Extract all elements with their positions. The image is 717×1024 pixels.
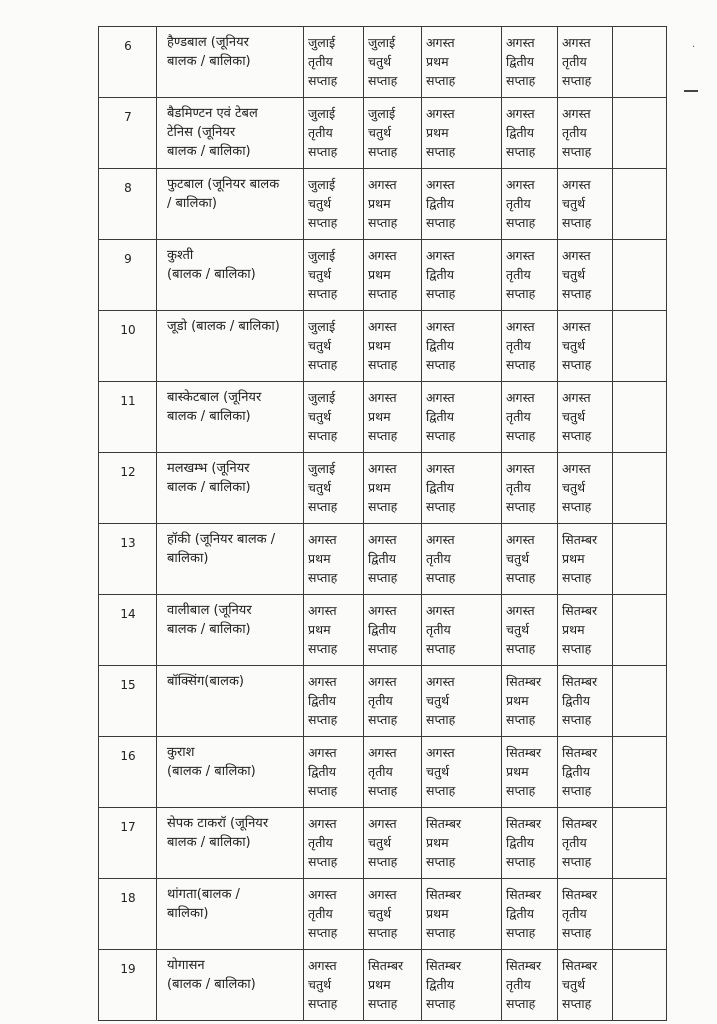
row-number: 9 (99, 240, 157, 311)
week-cell: जुलाई तृतीय सप्ताह (304, 98, 364, 169)
table-row (99, 808, 667, 879)
empty-cell (613, 595, 667, 666)
week-cell: अगस्त चतुर्थ सप्ताह (558, 311, 613, 382)
table-row (99, 595, 667, 666)
week-cell: सितम्बर द्वितीय सप्ताह (558, 666, 613, 737)
table-row (99, 879, 667, 950)
sport-name: बास्केटबाल (जूनियर बालक / बालिका) (157, 382, 304, 453)
week-cell: सितम्बर प्रथम सप्ताह (364, 950, 422, 1021)
week-cell: अगस्त तृतीय सप्ताह (304, 808, 364, 879)
margin-dot-mark: · (692, 42, 696, 53)
schedule-table (98, 26, 667, 1021)
table-row (99, 453, 667, 524)
sport-name: हॉकी (जूनियर बालक / बालिका) (157, 524, 304, 595)
sport-name: कुश्ती (बालक / बालिका) (157, 240, 304, 311)
week-cell: अगस्त चतुर्थ सप्ताह (304, 950, 364, 1021)
empty-cell (613, 98, 667, 169)
row-number: 7 (99, 98, 157, 169)
week-cell: अगस्त चतुर्थ सप्ताह (502, 524, 558, 595)
sport-name: योगासन (बालक / बालिका) (157, 950, 304, 1021)
week-cell: अगस्त तृतीय सप्ताह (502, 169, 558, 240)
table-row (99, 98, 667, 169)
week-cell: सितम्बर तृतीय सप्ताह (558, 879, 613, 950)
empty-cell (613, 240, 667, 311)
margin-dash-mark (684, 90, 698, 92)
sport-name: बैडमिण्टन एवं टेबल टेनिस (जूनियर बालक / बालिका) (157, 98, 304, 169)
week-cell: अगस्त द्वितीय सप्ताह (364, 524, 422, 595)
empty-cell (613, 453, 667, 524)
sport-name: हैण्डबाल (जूनियर बालक / बालिका) (157, 27, 304, 98)
week-cell: अगस्त तृतीय सप्ताह (364, 737, 422, 808)
week-cell: सितम्बर प्रथम सप्ताह (558, 524, 613, 595)
week-cell: अगस्त द्वितीय सप्ताह (304, 666, 364, 737)
week-cell: सितम्बर प्रथम सप्ताह (558, 595, 613, 666)
week-cell: अगस्त द्वितीय सप्ताह (364, 595, 422, 666)
week-cell: अगस्त प्रथम सप्ताह (364, 240, 422, 311)
row-number: 19 (99, 950, 157, 1021)
week-cell: अगस्त चतुर्थ सप्ताह (558, 382, 613, 453)
week-cell: सितम्बर तृतीय सप्ताह (558, 808, 613, 879)
week-cell: अगस्त प्रथम सप्ताह (364, 169, 422, 240)
week-cell: जुलाई चतुर्थ सप्ताह (364, 98, 422, 169)
week-cell: अगस्त तृतीय सप्ताह (558, 98, 613, 169)
week-cell: अगस्त चतुर्थ सप्ताह (502, 595, 558, 666)
week-cell: सितम्बर द्वितीय सप्ताह (502, 808, 558, 879)
week-cell: अगस्त चतुर्थ सप्ताह (558, 240, 613, 311)
empty-cell (613, 524, 667, 595)
empty-cell (613, 311, 667, 382)
week-cell: अगस्त प्रथम सप्ताह (422, 27, 502, 98)
week-cell: अगस्त प्रथम सप्ताह (364, 382, 422, 453)
empty-cell (613, 169, 667, 240)
week-cell: जुलाई चतुर्थ सप्ताह (304, 382, 364, 453)
week-cell: सितम्बर चतुर्थ सप्ताह (558, 950, 613, 1021)
week-cell: अगस्त प्रथम सप्ताह (422, 98, 502, 169)
week-cell: अगस्त तृतीय सप्ताह (558, 27, 613, 98)
table-row (99, 27, 667, 98)
week-cell: जुलाई चतुर्थ सप्ताह (304, 311, 364, 382)
week-cell: सितम्बर द्वितीय सप्ताह (422, 950, 502, 1021)
row-number: 11 (99, 382, 157, 453)
week-cell: अगस्त प्रथम सप्ताह (364, 453, 422, 524)
sport-name: वालीबाल (जूनियर बालक / बालिका) (157, 595, 304, 666)
week-cell: अगस्त तृतीय सप्ताह (502, 453, 558, 524)
week-cell: सितम्बर प्रथम सप्ताह (422, 879, 502, 950)
row-number: 14 (99, 595, 157, 666)
week-cell: जुलाई चतुर्थ सप्ताह (364, 27, 422, 98)
week-cell: अगस्त तृतीय सप्ताह (422, 595, 502, 666)
week-cell: अगस्त चतुर्थ सप्ताह (558, 169, 613, 240)
empty-cell (613, 737, 667, 808)
row-number: 6 (99, 27, 157, 98)
week-cell: अगस्त द्वितीय सप्ताह (502, 27, 558, 98)
week-cell: अगस्त द्वितीय सप्ताह (502, 98, 558, 169)
week-cell: सितम्बर प्रथम सप्ताह (502, 666, 558, 737)
week-cell: सितम्बर प्रथम सप्ताह (502, 737, 558, 808)
empty-cell (613, 950, 667, 1021)
sport-name: फुटबाल (जूनियर बालक / बालिका) (157, 169, 304, 240)
sport-name: जूडो (बालक / बालिका) (157, 311, 304, 382)
week-cell: जुलाई तृतीय सप्ताह (304, 27, 364, 98)
week-cell: अगस्त तृतीय सप्ताह (422, 524, 502, 595)
empty-cell (613, 382, 667, 453)
row-number: 16 (99, 737, 157, 808)
row-number: 12 (99, 453, 157, 524)
week-cell: अगस्त चतुर्थ सप्ताह (422, 666, 502, 737)
week-cell: अगस्त चतुर्थ सप्ताह (364, 879, 422, 950)
week-cell: अगस्त तृतीय सप्ताह (502, 382, 558, 453)
sport-name: सेपक टाकरॉ (जूनियर बालक / बालिका) (157, 808, 304, 879)
week-cell: अगस्त द्वितीय सप्ताह (422, 382, 502, 453)
week-cell: अगस्त द्वितीय सप्ताह (422, 453, 502, 524)
week-cell: अगस्त प्रथम सप्ताह (304, 524, 364, 595)
week-cell: अगस्त द्वितीय सप्ताह (304, 737, 364, 808)
week-cell: अगस्त द्वितीय सप्ताह (422, 240, 502, 311)
row-number: 10 (99, 311, 157, 382)
table-row (99, 311, 667, 382)
week-cell: जुलाई चतुर्थ सप्ताह (304, 453, 364, 524)
week-cell: अगस्त चतुर्थ सप्ताह (422, 737, 502, 808)
table-row (99, 737, 667, 808)
week-cell: जुलाई चतुर्थ सप्ताह (304, 240, 364, 311)
table-row (99, 169, 667, 240)
week-cell: अगस्त चतुर्थ सप्ताह (558, 453, 613, 524)
week-cell: अगस्त तृतीय सप्ताह (304, 879, 364, 950)
week-cell: अगस्त तृतीय सप्ताह (502, 240, 558, 311)
empty-cell (613, 879, 667, 950)
week-cell: अगस्त तृतीय सप्ताह (502, 311, 558, 382)
week-cell: जुलाई चतुर्थ सप्ताह (304, 169, 364, 240)
empty-cell (613, 27, 667, 98)
row-number: 13 (99, 524, 157, 595)
week-cell: अगस्त प्रथम सप्ताह (364, 311, 422, 382)
empty-cell (613, 808, 667, 879)
row-number: 15 (99, 666, 157, 737)
row-number: 17 (99, 808, 157, 879)
sport-name: कुराश (बालक / बालिका) (157, 737, 304, 808)
week-cell: अगस्त प्रथम सप्ताह (304, 595, 364, 666)
week-cell: अगस्त तृतीय सप्ताह (364, 666, 422, 737)
week-cell: अगस्त द्वितीय सप्ताह (422, 169, 502, 240)
empty-cell (613, 666, 667, 737)
week-cell: सितम्बर द्वितीय सप्ताह (558, 737, 613, 808)
table-row (99, 240, 667, 311)
week-cell: अगस्त चतुर्थ सप्ताह (364, 808, 422, 879)
table-row (99, 382, 667, 453)
week-cell: सितम्बर द्वितीय सप्ताह (502, 879, 558, 950)
sport-name: मलखम्भ (जूनियर बालक / बालिका) (157, 453, 304, 524)
row-number: 18 (99, 879, 157, 950)
table-row (99, 950, 667, 1021)
sport-name: बॉक्सिंग(बालक) (157, 666, 304, 737)
week-cell: सितम्बर प्रथम सप्ताह (422, 808, 502, 879)
row-number: 8 (99, 169, 157, 240)
week-cell: सितम्बर तृतीय सप्ताह (502, 950, 558, 1021)
table-row (99, 524, 667, 595)
table-row (99, 666, 667, 737)
week-cell: अगस्त द्वितीय सप्ताह (422, 311, 502, 382)
sport-name: थांगता(बालक / बालिका) (157, 879, 304, 950)
